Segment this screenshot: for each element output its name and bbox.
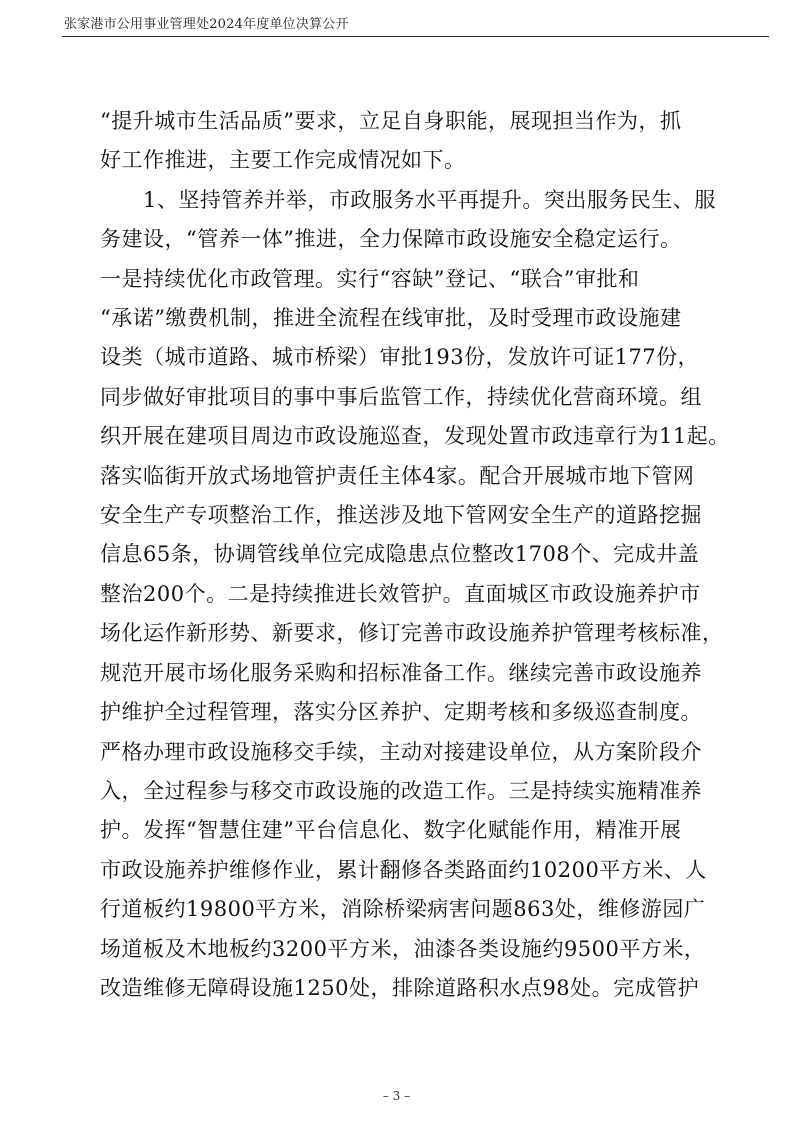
body-line: 入，全过程参与移交市政设施的改造工作。三是持续实施精准养 (100, 778, 702, 803)
body-line: 好工作推进，主要工作完成情况如下。 (100, 148, 466, 173)
page-header-title: 张家港市公用事业管理处2024年度单位决算公开 (64, 17, 349, 32)
body-line: 织开展在建项目周边市政设施巡查，发现处置市政违章行为11起。 (100, 424, 730, 449)
body-line: “提升城市生活品质”要求，立足自身职能，展现担当作为，抓 (100, 109, 682, 133)
body-line: 规范开展市场化服务采购和招标准备工作。继续完善市政设施养 (100, 660, 702, 685)
body-line: 场化运作新形势、新要求，修订完善市政设施养护管理考核标准， (100, 621, 724, 646)
body-line: 场道板及木地板约3200平方米，油漆各类设施约9500平方米， (100, 936, 706, 961)
body-line: 信息65条，协调管线单位完成隐患点位整改1708个、完成井盖 (100, 542, 700, 567)
body-line: 一是持续优化市政管理。实行“容缺”登记、“联合”审批和 (100, 266, 640, 291)
body-line: 落实临街开放式场地管护责任主体4家。配合开展城市地下管网 (100, 463, 695, 488)
body-line: 安全生产专项整治工作，推送涉及地下管网安全生产的道路挖掘 (100, 503, 702, 528)
body-line: 务建设，“管养一体”推进，全力保障市政设施安全稳定运行。 (100, 227, 682, 252)
body-line: “承诺”缴费机制，推进全流程在线审批，及时受理市政设施建 (100, 306, 682, 331)
body-line: 市政设施养护维修作业，累计翻修各类路面约10200平方米、人 (100, 857, 707, 882)
document-body (100, 102, 730, 1008)
body-line: 护。发挥“智慧住建”平台信息化、数字化赋能作用，精准开展 (100, 818, 682, 843)
body-line: 行道板约19800平方米，消除桥梁病害问题863处，维修游园广 (100, 897, 706, 922)
body-line: 同步做好审批项目的事中事后监管工作，持续优化营商环境。组 (100, 384, 702, 409)
body-line: 1、坚持管养并举，市政服务水平再提升。突出服务民生、服 (100, 187, 716, 212)
body-line: 改造维修无障碍设施1250处，排除道路积水点98处。完成管护 (100, 975, 700, 1000)
body-line: 整治200个。二是持续推进长效管护。直面城区市政设施养护市 (100, 581, 701, 606)
body-line: 设类（城市道路、城市桥梁）审批193份，发放许可证177份， (100, 345, 700, 370)
body-line: 严格办理市政设施移交手续，主动对接建设单位，从方案阶段介 (100, 739, 702, 764)
body-line: 护维护全过程管理，落实分区养护、定期考核和多级巡查制度。 (100, 700, 702, 725)
page-number: – 3 – (382, 1089, 411, 1103)
header-divider (62, 36, 769, 37)
